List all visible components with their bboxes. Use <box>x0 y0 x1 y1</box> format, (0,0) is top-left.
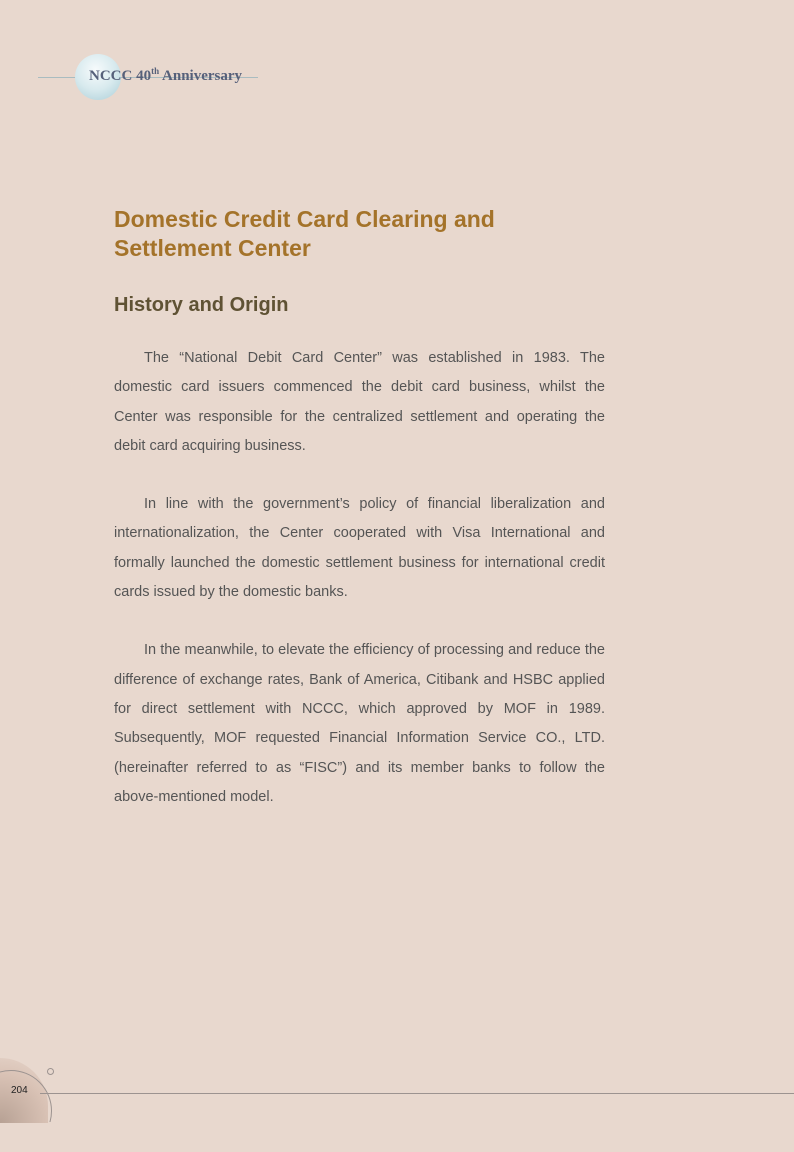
page-number: 204 <box>11 1085 28 1096</box>
header-superscript: th <box>151 66 160 76</box>
footer-rule <box>40 1093 794 1094</box>
footer-dot <box>47 1068 54 1075</box>
paragraph-1: The “National Debit Card Center” was established in 1983. The domestic card issuers commenced the debit card business, whilst the Center was responsible for the centralized settlement and operating the debit card acquiring business. <box>114 350 605 454</box>
section-title: History and Origin <box>114 294 289 316</box>
page-header <box>0 0 794 120</box>
footer-arc <box>0 1070 52 1152</box>
header-title <box>89 66 242 85</box>
header-brand: NCCC 40 <box>89 68 152 84</box>
header-suffix: Anniversary <box>159 68 243 84</box>
paragraph-3: In the meanwhile, to elevate the efficiency of processing and reduce the difference of exchange rates, Bank of America, Citibank and HSBC applied for direct settlement with NCCC, which approved by MOF in 1989. Subsequently, MOF requested Financial Information Service CO., LTD. (hereinafter referred to as “FISC”) and its member banks to follow the above-mentioned model. <box>114 642 605 805</box>
page-content <box>114 205 605 812</box>
page-title: Domestic Credit Card Clearing and Settlement Center <box>114 206 495 261</box>
paragraph-2: In line with the government’s policy of financial liberalization and internationalization, the Center cooperated with Visa International and formally launched the domestic settlement business for international credit cards issued by the domestic banks. <box>114 496 605 601</box>
